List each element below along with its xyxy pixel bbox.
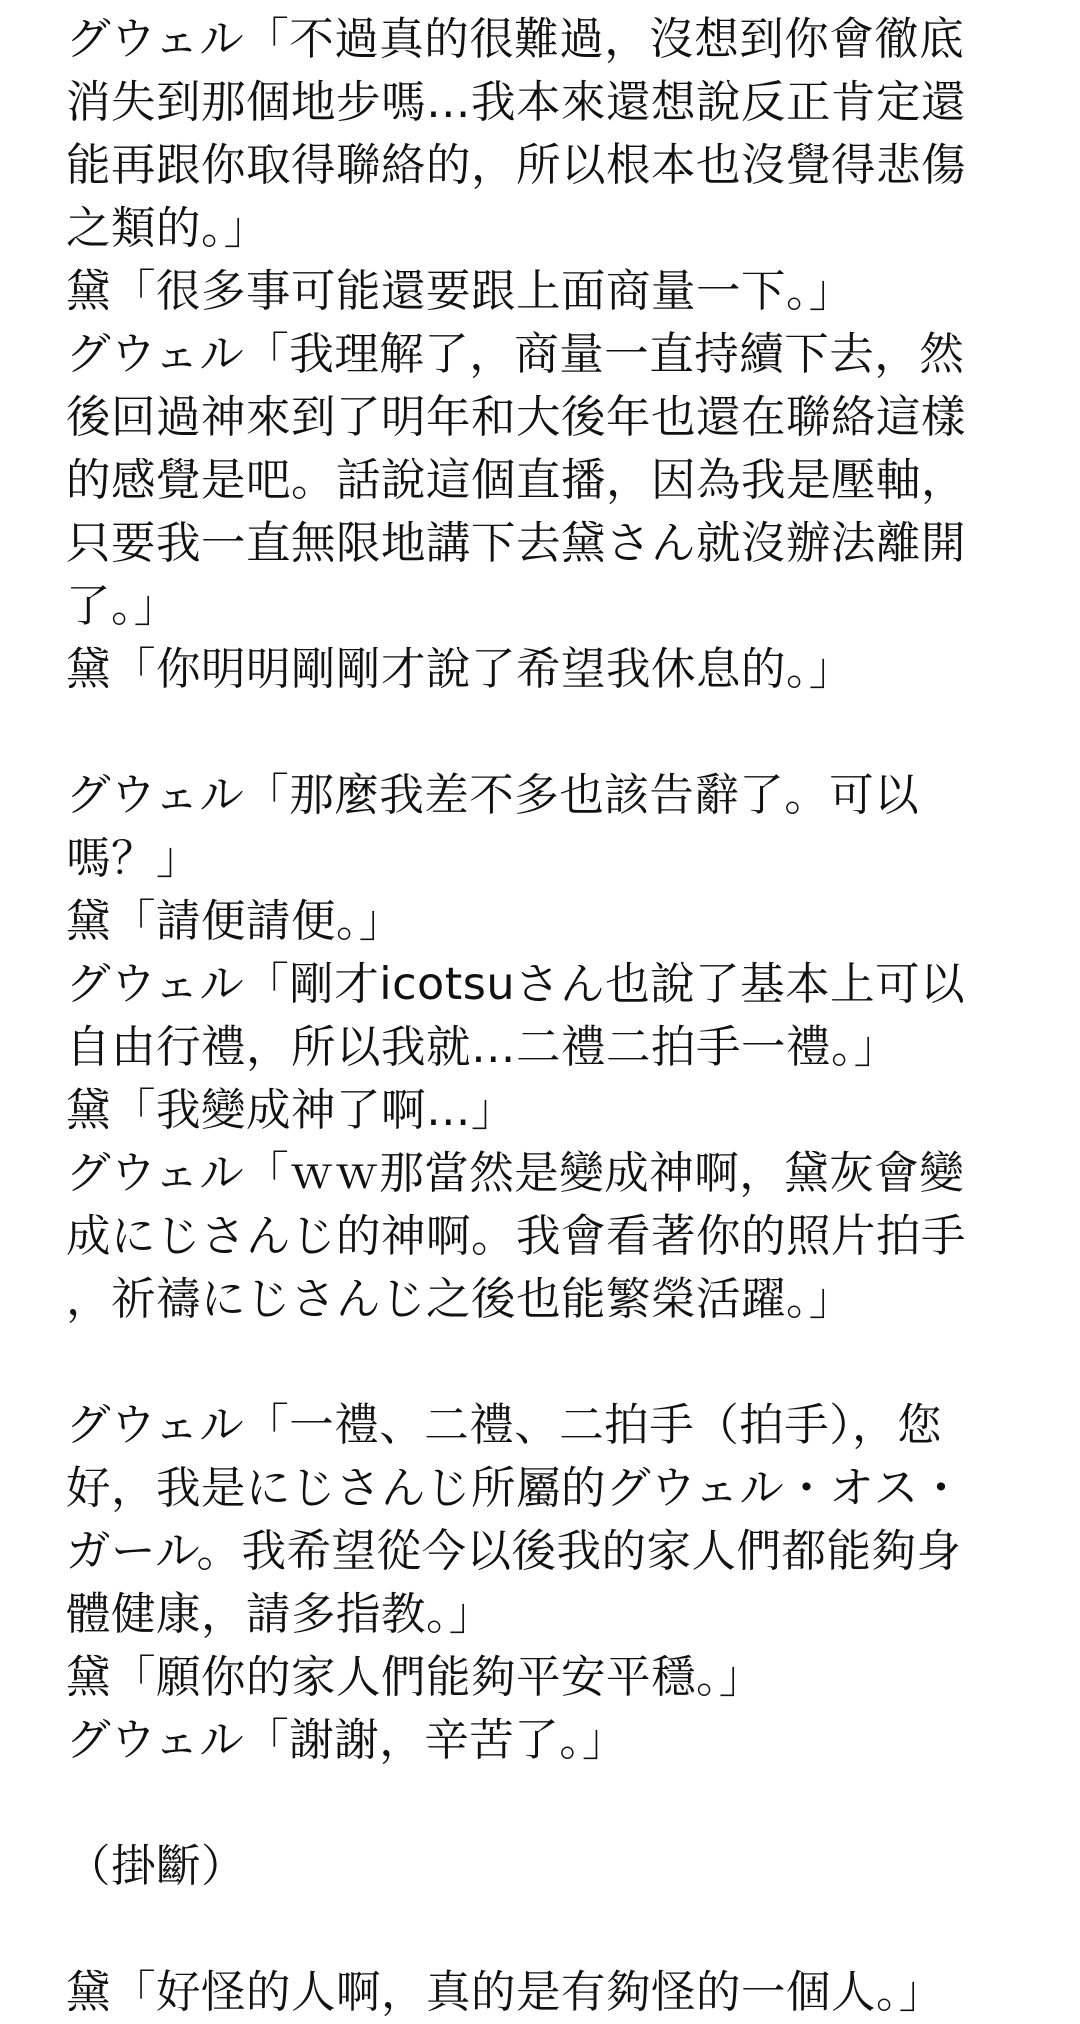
text-line: 自由行禮，所以我就…二禮二拍手一禮。」 (66, 1022, 899, 1073)
text-line: グウェル「一禮、二禮、二拍手（拍手），您 (66, 1400, 942, 1451)
text-line: ，祈禱にじさんじ之後也能繁榮活躍。」 (66, 1274, 854, 1325)
blank-line (66, 1772, 1026, 1835)
text-line: 體健康，請多指教。」 (66, 1589, 494, 1640)
text-line: 黛「請便請便。」 (66, 896, 404, 947)
text-line: グウェル「剛才icotsuさん也說了基本上可以 (66, 959, 966, 1010)
blank-line (66, 1898, 1026, 1961)
text-line: 黛「我變成神了啊…」 (66, 1085, 517, 1136)
text-line: 後回過神來到了明年和大後年也還在聯絡這樣 (66, 392, 967, 443)
blank-line (66, 1331, 1026, 1394)
text-line: 消失到那個地步嗎…我本來還想說反正肯定還 (66, 77, 967, 128)
text-line: 的感覺是吧。話說這個直播，因為我是壓軸， (66, 455, 967, 506)
text-line: 黛「很多事可能還要跟上面商量一下。」 (66, 266, 854, 317)
text-line: 黛「好怪的人啊，真的是有夠怪的一個人。」 (66, 1967, 944, 2018)
text-line: 只要我一直無限地講下去黛さん就沒辦法離開 (66, 518, 967, 569)
text-line: グウェル「謝謝，辛苦了。」 (66, 1715, 627, 1766)
text-line: 黛「願你的家人們能夠平安平穩。」 (66, 1652, 764, 1703)
text-line: ガール。我希望從今以後我的家人們都能夠身 (66, 1526, 962, 1577)
text-line: 之類的。」 (66, 203, 269, 254)
text-line: 好，我是にじさんじ所屬的グウェル・オス・ (66, 1463, 964, 1514)
text-line: グウェル「那麼我差不多也該告辭了。可以 (66, 770, 920, 821)
text-line: 能再跟你取得聯絡的，所以根本也沒覺得悲傷 (66, 140, 967, 191)
text-line: 黛「你明明剛剛才說了希望我休息的。」 (66, 644, 854, 695)
transcript-document (66, 8, 1026, 2024)
text-line: 了。」 (66, 581, 179, 632)
text-line: グウェル「ｗｗ那當然是變成神啊，黛灰會變 (66, 1148, 965, 1199)
blank-line (66, 701, 1026, 764)
text-line: グウェル「不過真的很難過，沒想到你會徹底 (66, 14, 965, 65)
text-line: 嗎？」 (66, 833, 202, 884)
text-line: グウェル「我理解了，商量一直持續下去，然 (66, 329, 965, 380)
text-line: （掛斷） (66, 1841, 247, 1892)
text-line: 成にじさんじ的神啊。我會看著你的照片拍手 (66, 1211, 967, 1262)
